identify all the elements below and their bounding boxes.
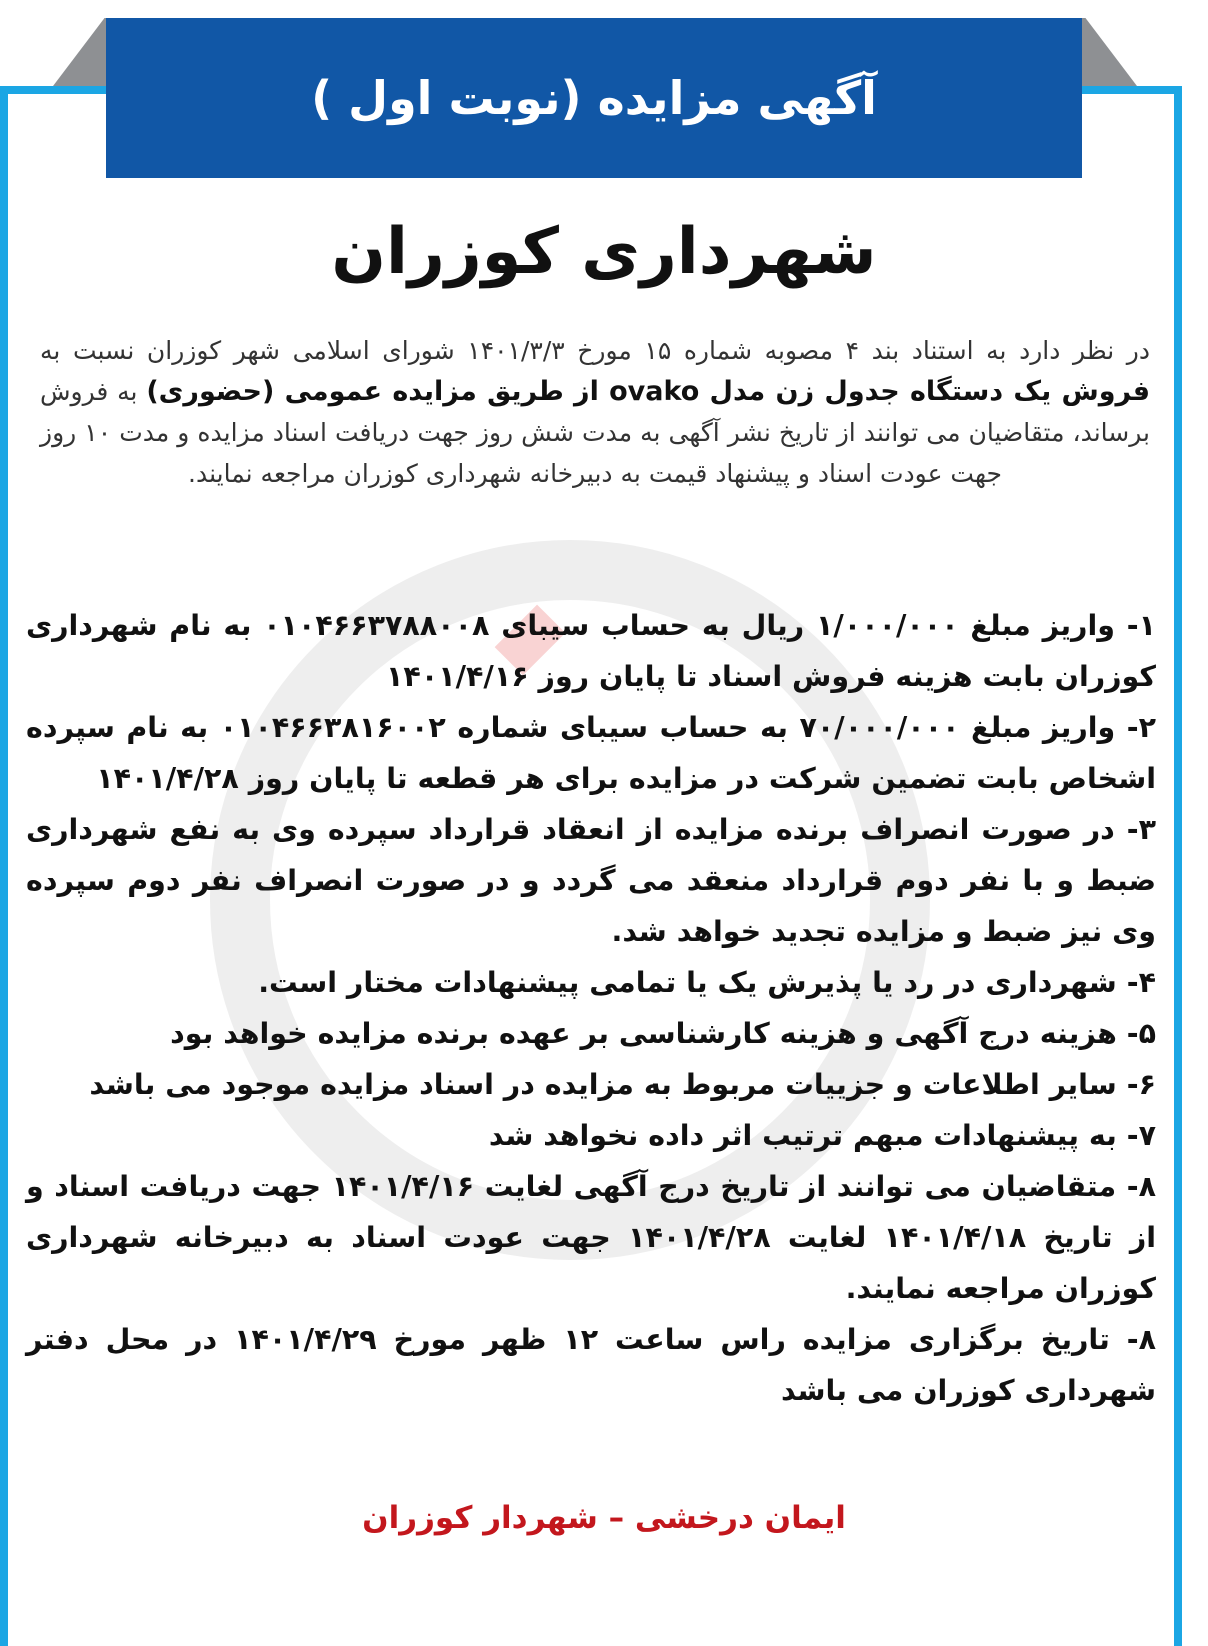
- condition-item: ۸- متقاضیان می توانند از تاریخ درج آگهی لغایت ۱۴۰۱/۴/۱۶ جهت دریافت اسناد و از تاریخ ۱۴۰۱/۴/۱۸ لغایت ۱۴۰۱/۴/۲۸ جهت عودت اسناد به دبیرخانه شهرداری کوزران مراجعه نمایند.: [26, 1170, 1157, 1305]
- intro-text-2: به فروش برساند، متقاضیان می توانند از تاریخ نشر آگهی به مدت شش روز جهت دریافت اسناد مزایده و مدت ۱۰ روز جهت عودت اسناد و پیشنهاد قیمت به دبیرخانه شهرداری کوزران مراجعه نمایند.: [40, 377, 1150, 488]
- ad-header: [106, 18, 1082, 178]
- condition-item: ۸- تاریخ برگزاری مزایده راس ساعت ۱۲ ظهر مورخ ۱۴۰۱/۴/۲۹ در محل دفتر شهرداری کوزران می باشد: [26, 1323, 1156, 1407]
- ad-header-title: آگهی مزایده (نوبت اول ): [311, 71, 877, 125]
- condition-item: ۷- به پیشنهادات مبهم ترتیب اثر داده نخواهد شد: [488, 1119, 1156, 1152]
- intro-bold: فروش یک دستگاه جدول زن مدل ovako از طریق مزایده عمومی (حضوری): [146, 376, 1150, 407]
- signature: ایمان درخشی – شهردار کوزران: [362, 1500, 846, 1536]
- organization-title: شهرداری کوزران: [331, 215, 877, 289]
- condition-item: ۶- سایر اطلاعات و جزییات مربوط به مزایده در اسناد مزایده موجود می باشد: [89, 1068, 1156, 1101]
- condition-item: ۳- در صورت انصراف برنده مزایده از انعقاد قرارداد سپرده وی به نفع شهرداری ضبط و با نفر دوم قرارداد منعقد می گردد و در صورت انصراف نفر دوم سپرده وی نیز ضبط و مزایده تجدید خواهد شد.: [26, 813, 1156, 948]
- intro-text-1: در نظر دارد به استناد بند ۴ مصوبه شماره ۱۵ مورخ ۱۴۰۱/۳/۳ شورای اسلامی شهر کوزران نسبت به: [40, 336, 1150, 365]
- conditions-list: [26, 600, 1156, 1416]
- intro-paragraph: [40, 330, 1150, 494]
- condition-item: ۴- شهرداری در رد یا پذیرش یک یا تمامی پیشنهادات مختار است.: [258, 966, 1156, 999]
- condition-item: ۲- واریز مبلغ ۷۰/۰۰۰/۰۰۰ به حساب سیبای شماره ۰۱۰۴۶۶۳۸۱۶۰۰۲ به نام سپرده اشخاص بابت تضمین شرکت در مزایده برای هر قطعه تا پایان روز ۱۴۰۱/۴/۲۸: [26, 711, 1156, 795]
- condition-item: ۵- هزینه درج آگهی و هزینه کارشناسی بر عهده برنده مزایده خواهد بود: [170, 1017, 1156, 1050]
- condition-item: ۱- واریز مبلغ ۱/۰۰۰/۰۰۰ ریال به حساب سیبای ۰۱۰۴۶۶۳۷۸۸۰۰۸ به نام شهرداری کوزران بابت هزینه فروش اسناد تا پایان روز ۱۴۰۱/۴/۱۶: [26, 609, 1156, 693]
